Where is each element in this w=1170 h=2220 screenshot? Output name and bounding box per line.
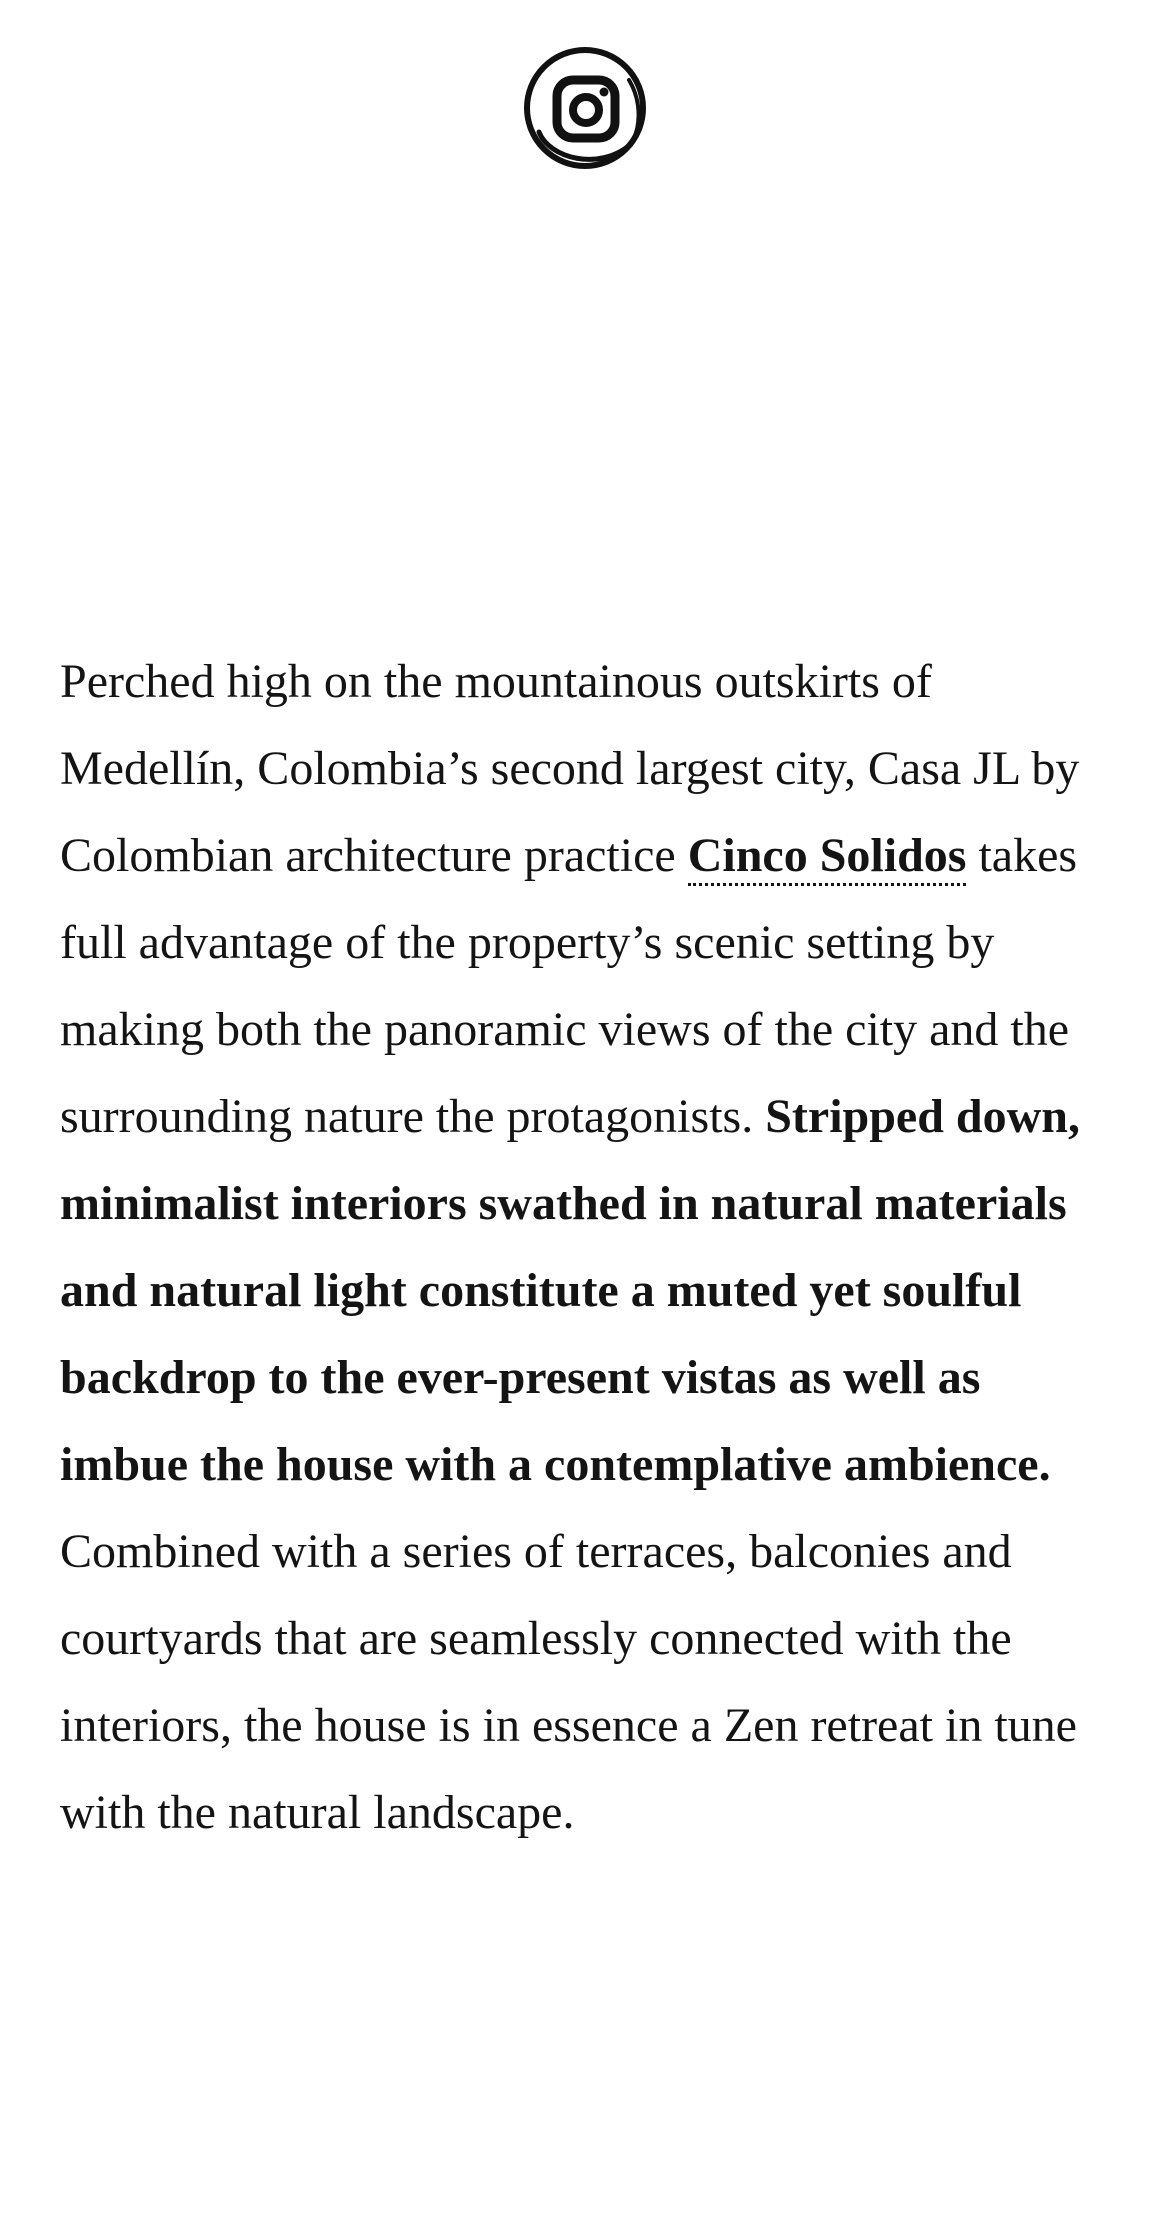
article-text-end: Combined with a series of terraces, balconies and courtyards that are seamlessly connected with the interiors, the house is in essence a Zen retreat in tune with the natural landscape. <box>60 1525 1077 1839</box>
article-bold-text: Stripped down, minimalist interiors swathed in natural materials and natural light constitute a muted yet soulful backdrop to the ever-present vistas as well as imbue the house with a contemplative ambience. <box>60 1090 1080 1491</box>
article-paragraph <box>60 638 1120 1856</box>
instagram-icon[interactable] <box>519 40 653 174</box>
article-text-intro: Perched high on the mountainous outskirts of Medellín, Colombia’s second largest city, Casa JL by Colombian architecture practice <box>60 655 1080 882</box>
cinco-solidos-link[interactable]: Cinco Solidos <box>688 829 967 886</box>
article-text-middle: takes full advantage of the property’s scenic setting by making both the panoramic views of the city and the surrounding nature the protagonists. <box>60 829 1078 1143</box>
